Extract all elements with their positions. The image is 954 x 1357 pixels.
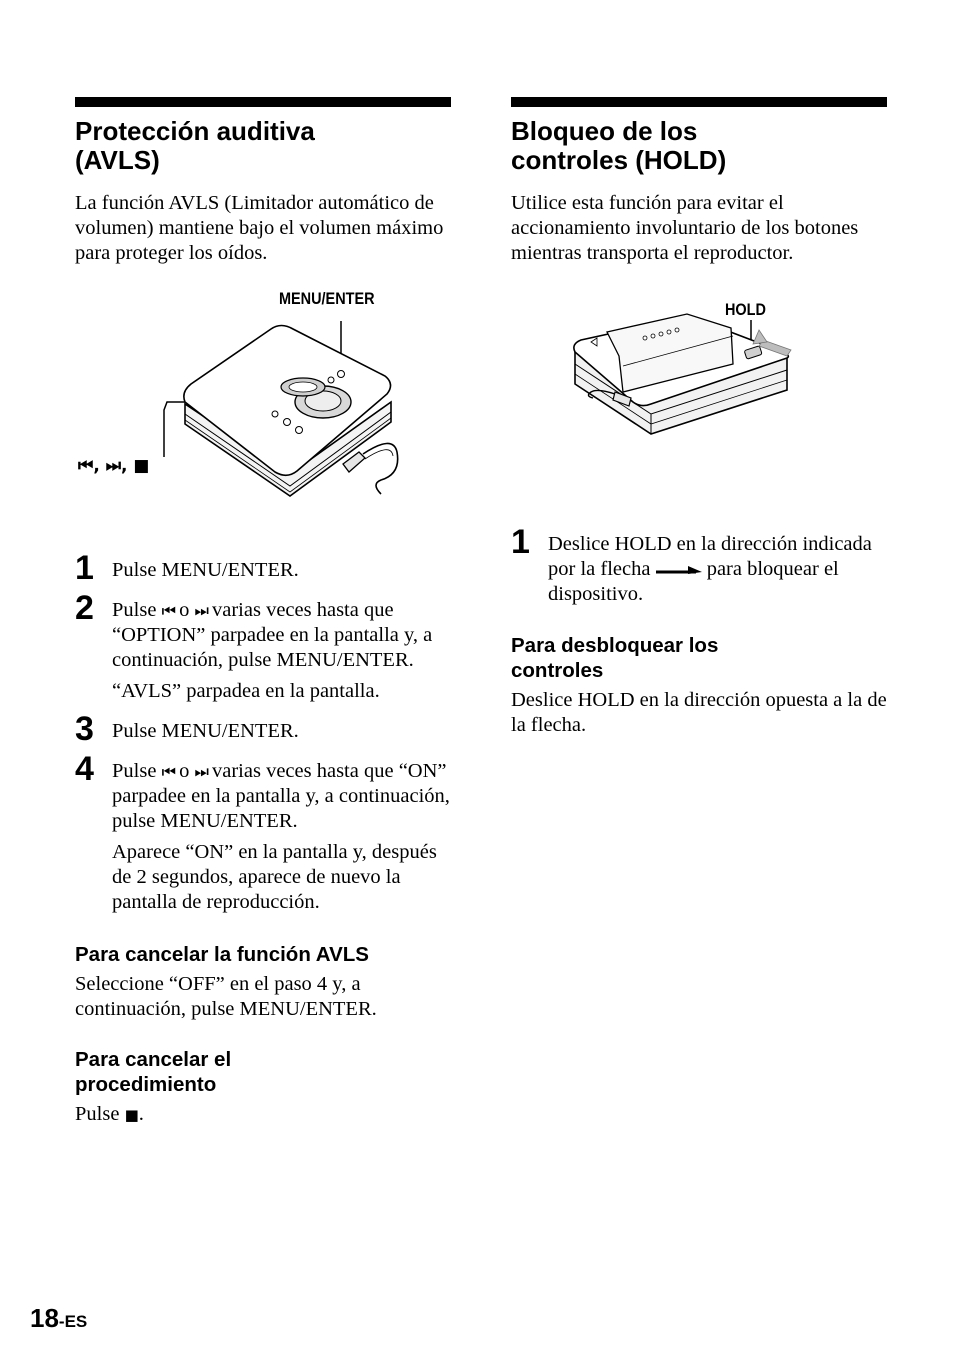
step-number: 3 (75, 710, 94, 748)
right-column (511, 97, 887, 738)
unlock-heading: Para desbloquear los controles (511, 634, 719, 682)
avls-step-2 (75, 589, 451, 673)
step-number: 4 (75, 750, 94, 788)
next-icon: ⏭ (194, 762, 207, 781)
menu-enter-label: MENU/ENTER (279, 289, 375, 308)
player-illustration (75, 274, 451, 524)
avls-intro: La función AVLS (Limitador automático de volumen) mantiene bajo el volumen máximo para proteger los oídos. (75, 192, 444, 264)
step-text: Pulse ⏮ o ⏭ varias veces hasta que “OPTION” parpadee en la pantalla y, a continuación, pulse MENU/ENTER. (112, 599, 433, 671)
button-symbols-label: ⏮, ⏭, ■ (78, 456, 150, 476)
unlock-text: Deslice HOLD en la dirección opuesta a la de la flecha. (511, 689, 887, 736)
hold-title-line2: controles (HOLD) (511, 145, 727, 175)
arrow-right-icon (656, 563, 702, 577)
player-side-illustration (511, 274, 887, 504)
avls-step-3 (75, 710, 451, 748)
avls-title-line1: Protección auditiva (75, 116, 315, 146)
hold-figure (511, 274, 887, 504)
page-number: 18-ES (30, 1303, 88, 1333)
hold-label: HOLD (725, 300, 766, 319)
prev-icon: ⏮ (78, 456, 94, 476)
step-number: 1 (511, 523, 530, 561)
prev-icon: ⏮ (161, 601, 174, 620)
step-text: Pulse MENU/ENTER. (112, 720, 299, 742)
section-rule (511, 97, 887, 107)
avls-step-4-note: Aparece “ON” en la pantalla y, después de 2 segundos, aparece de nuevo la pantalla de reproducción. (112, 841, 437, 913)
next-icon: ⏭ (105, 456, 122, 476)
prev-icon: ⏮ (161, 762, 174, 781)
step-number: 2 (75, 589, 94, 627)
avls-figure (75, 274, 451, 524)
avls-title (75, 117, 451, 175)
step-number: 1 (75, 549, 94, 587)
left-column (75, 97, 451, 1128)
stop-icon: ■ (124, 1106, 139, 1124)
cancel-avls-text: Seleccione “OFF” en el paso 4 y, a continuación, pulse MENU/ENTER. (75, 973, 377, 1020)
cancel-avls-heading: Para cancelar la función AVLS (75, 943, 369, 966)
step-text: Pulse ⏮ o ⏭ varias veces hasta que “ON” parpadee en la pantalla y, a continuación, pulse MENU/ENTER. (112, 760, 450, 832)
avls-title-line2: (AVLS) (75, 145, 160, 175)
hold-intro: Utilice esta función para evitar el accionamiento involuntario de los botones mientras transporta el reproductor. (511, 192, 859, 264)
stop-icon: ■ (133, 456, 150, 476)
avls-step-2-note: “AVLS” parpadea en la pantalla. (112, 680, 380, 702)
hold-title (511, 117, 887, 175)
step-text: Deslice HOLD en la dirección indicada por la flecha para bloquear el dispositivo. (548, 533, 872, 605)
next-icon: ⏭ (194, 601, 207, 620)
cancel-procedure-text: Pulse ■. (75, 1103, 144, 1125)
hold-step-1 (511, 523, 887, 607)
avls-step-1 (75, 549, 451, 587)
step-text: Pulse MENU/ENTER. (112, 559, 299, 581)
section-rule (75, 97, 451, 107)
hold-title-line1: Bloqueo de los (511, 116, 698, 146)
cancel-procedure-heading: Para cancelar el procedimiento (75, 1048, 232, 1096)
avls-step-4 (75, 750, 451, 834)
